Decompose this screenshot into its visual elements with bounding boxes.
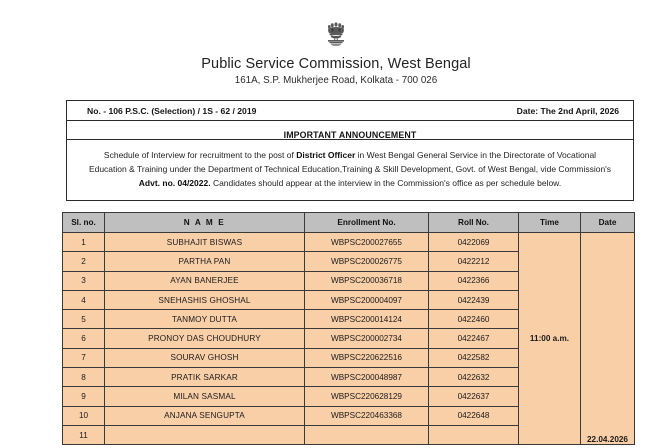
column-header-roll-no: Roll No. [429, 213, 519, 233]
cell-sl-no: 4 [63, 290, 105, 309]
notice-text-segment-2: in West Bengal General Service in the Directorate of Vocational Education & Training under the Department of Technical Education,Training & Skill Development, Govt. of West Bengal, vide Commission's [88, 150, 612, 174]
cell-enrollment-no: WBPSC200027655 [305, 233, 429, 252]
cell-roll-no: 0422582 [429, 348, 519, 367]
cell-enrollment-no: WBPSC200002734 [305, 329, 429, 348]
announcement-box [66, 100, 634, 201]
cell-name: PARTHA PAN [105, 252, 305, 271]
cell-sl-no: 7 [63, 348, 105, 367]
cell-time: 11:00 a.m. [519, 233, 581, 445]
cell-sl-no: 1 [63, 233, 105, 252]
cell-enrollment-no: WBPSC200014124 [305, 310, 429, 329]
cell-sl-no: 5 [63, 310, 105, 329]
india-national-emblem-icon [323, 20, 349, 54]
cell-sl-no: 11 [63, 425, 105, 444]
cell-roll-no: 0422632 [429, 368, 519, 387]
column-header-sl-no: Sl. no. [63, 213, 105, 233]
cell-roll-no: 0422366 [429, 271, 519, 290]
cell-roll-no: 0422212 [429, 252, 519, 271]
notice-advertisement-no: Advt. no. 04/2022. [138, 177, 211, 188]
table-header-row [63, 213, 635, 233]
cell-roll-no: 0422637 [429, 387, 519, 406]
cell-name: PRATIK SARKAR [105, 368, 305, 387]
cell-enrollment-no: WBPSC220463368 [305, 406, 429, 425]
cell-name: PRONOY DAS CHOUDHURY [105, 329, 305, 348]
cell-roll-no: 0422467 [429, 329, 519, 348]
notice-title-row [67, 121, 633, 140]
cell-name: SUBHAJIT BISWAS [105, 233, 305, 252]
notice-reference-number: No. - 106 P.S.C. (Selection) / 1S - 62 / 2019 [87, 105, 257, 116]
column-header-name: N A M E [105, 213, 305, 233]
cell-roll-no: 0422069 [429, 233, 519, 252]
cell-roll-no: 0422648 [429, 406, 519, 425]
table-header [63, 213, 635, 233]
notice-date: Date: The 2nd April, 2026 [516, 105, 619, 116]
cell-roll-no: 0422460 [429, 310, 519, 329]
cell-enrollment-no [305, 425, 429, 444]
notice-paragraph [85, 149, 615, 190]
cell-sl-no: 3 [63, 271, 105, 290]
notice-post-name: District Officer [296, 150, 356, 160]
column-header-enrollment-no: Enrollment No. [305, 213, 429, 233]
letterhead [0, 0, 672, 86]
cell-enrollment-no: WBPSC200036718 [305, 271, 429, 290]
notice-text-segment-3: Candidates should appear at the interview in the Commission's office as per schedule below. [210, 177, 562, 188]
organization-name: Public Service Commission, West Bengal [201, 56, 471, 72]
interview-schedule-table [62, 212, 635, 445]
interview-schedule-table-wrapper [62, 212, 634, 445]
table-body [63, 233, 635, 445]
notice-body [67, 140, 633, 200]
cell-roll-no [429, 425, 519, 444]
cell-name: AYAN BANERJEE [105, 271, 305, 290]
cell-sl-no: 6 [63, 329, 105, 348]
cell-roll-no: 0422439 [429, 290, 519, 309]
cell-date: 22.04.2026 [581, 233, 635, 445]
cell-enrollment-no: WBPSC200004097 [305, 290, 429, 309]
cell-name: SNEHASHIS GHOSHAL [105, 290, 305, 309]
cell-enrollment-no: WBPSC200026775 [305, 252, 429, 271]
cell-sl-no: 2 [63, 252, 105, 271]
cell-name: SOURAV GHOSH [105, 348, 305, 367]
cell-sl-no: 10 [63, 406, 105, 425]
cell-name: MILAN SASMAL [105, 387, 305, 406]
organization-address: 161A, S.P. Mukherjee Road, Kolkata - 700 026 [234, 74, 438, 86]
cell-enrollment-no: WBPSC200048987 [305, 368, 429, 387]
cell-name [105, 425, 305, 444]
cell-name: TANMOY DUTTA [105, 310, 305, 329]
notice-reference-row [67, 101, 633, 121]
column-header-date: Date [581, 213, 635, 233]
cell-enrollment-no: WBPSC220628129 [305, 387, 429, 406]
notice-text-segment-1: Schedule of Interview for recruitment to the post of [103, 150, 297, 160]
column-header-time: Time [519, 213, 581, 233]
cell-name: ANJANA SENGUPTA [105, 406, 305, 425]
cell-sl-no: 9 [63, 387, 105, 406]
cell-sl-no: 8 [63, 368, 105, 387]
cell-enrollment-no: WBPSC220622516 [305, 348, 429, 367]
notice-title: IMPORTANT ANNOUNCEMENT [283, 130, 417, 140]
table-row [63, 233, 635, 252]
